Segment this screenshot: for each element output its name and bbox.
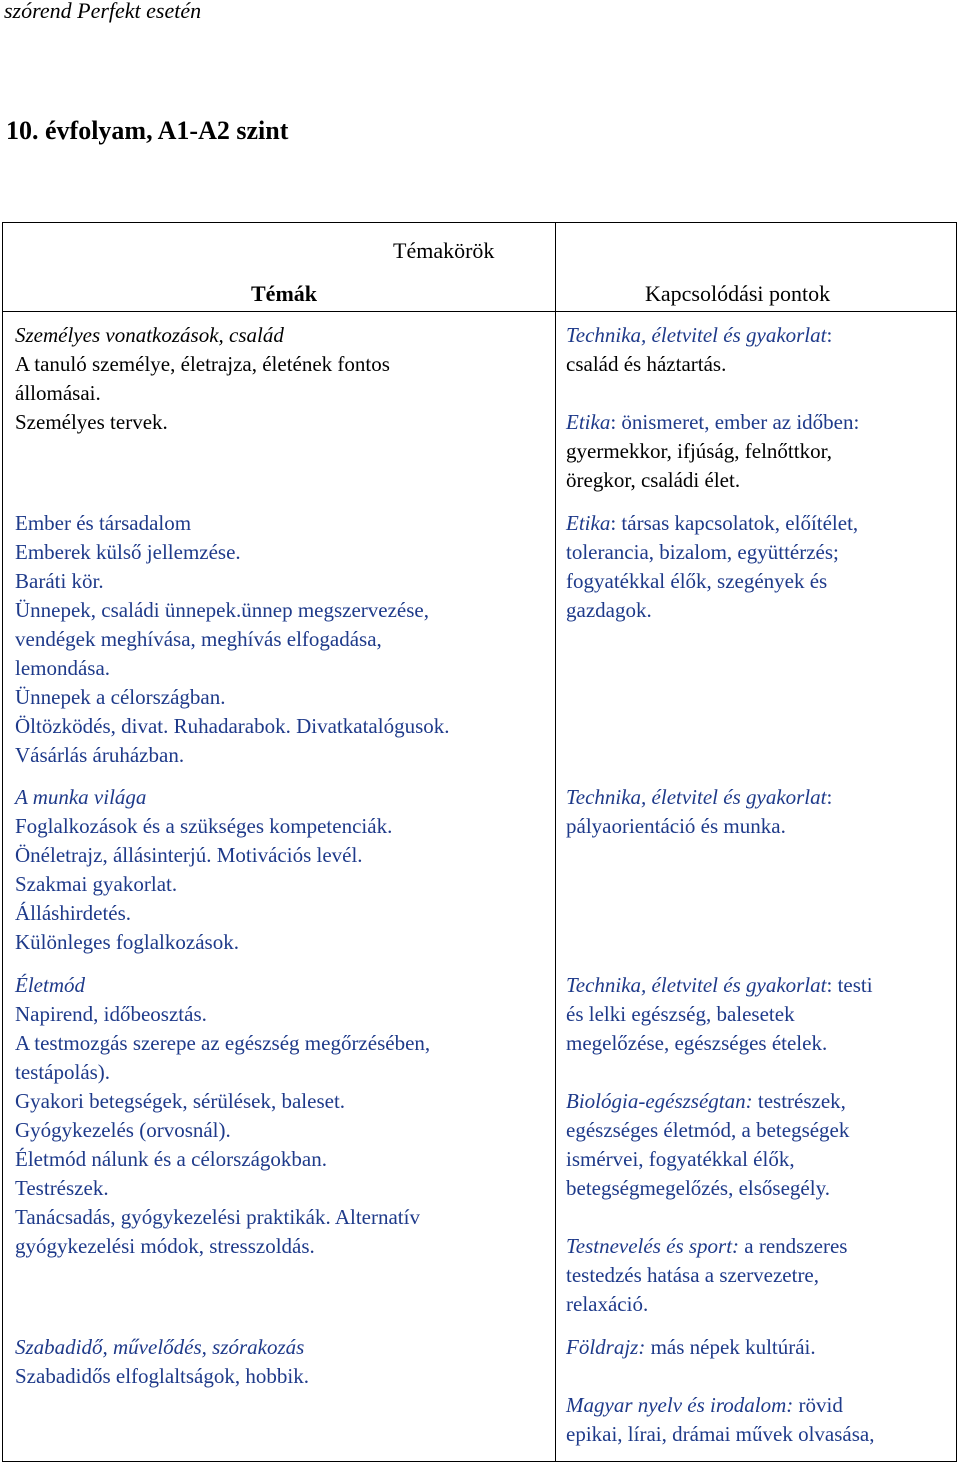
link-line: egészséges életmód, a betegségek (566, 1118, 850, 1142)
topic-line: Álláshirdetés. (15, 901, 132, 925)
topic-szemelyes (15, 321, 550, 437)
topic-line: Életmód nálunk és a célországokban. (15, 1147, 327, 1171)
topic-line: Önéletrajz, állásinterjú. Motivációs levél. (15, 843, 363, 867)
topics-table (2, 222, 957, 1462)
link-line: gyermekkor, ifjúság, felnőttkor, (566, 439, 832, 463)
link-line: ismérvei, fogyatékkal élők, (566, 1147, 795, 1171)
topic-eletmod (15, 971, 550, 1261)
topic-heading: Szabadidő, művelődés, szórakozás (15, 1335, 305, 1359)
topic-line: Szabadidős elfoglaltságok, hobbik. (15, 1364, 309, 1388)
topic-line: Különleges foglalkozások. (15, 930, 239, 954)
topic-line: A tanuló személye, életrajza, életének fontos (15, 352, 390, 376)
link-line: megelőzése, egészséges ételek. (566, 1031, 828, 1055)
link-entry: Technika, életvitel és gyakorlat: (566, 785, 833, 809)
topic-line: Tanácsadás, gyógykezelési praktikák. Alternatív (15, 1205, 420, 1229)
topic-line: Emberek külső jellemzése. (15, 540, 241, 564)
links-szemelyes (566, 321, 951, 495)
topic-line: Testrészek. (15, 1176, 109, 1200)
topic-line: Gyakori betegségek, sérülések, baleset. (15, 1089, 346, 1113)
link-entry: Technika, életvitel és gyakorlat: (566, 323, 833, 347)
topic-line: A testmozgás szerepe az egészség megőrzésében, (15, 1031, 431, 1055)
link-line: család és háztartás. (566, 352, 727, 376)
topic-line: Napirend, időbeosztás. (15, 1002, 207, 1026)
link-line: és lelki egészség, balesetek (566, 1002, 795, 1026)
topic-heading: A munka világa (15, 785, 147, 809)
links-ember (566, 509, 951, 625)
topic-line: Személyes tervek. (15, 410, 168, 434)
topic-heading: Ember és társadalom (15, 511, 192, 535)
link-line: betegségmegelőzés, elsősegély. (566, 1176, 830, 1200)
topic-munka (15, 783, 550, 957)
temakorok-header: Témakörök (393, 238, 495, 263)
topic-line: vendégek meghívása, meghívás elfogadása, (15, 627, 382, 651)
topic-ember (15, 509, 550, 770)
topic-line: Baráti kör. (15, 569, 104, 593)
link-entry: Biológia-egészségtan: testrészek, (566, 1089, 846, 1113)
topic-heading: Életmód (15, 973, 85, 997)
topic-line: Szakmai gyakorlat. (15, 872, 178, 896)
link-entry: Technika, életvitel és gyakorlat: testi (566, 973, 873, 997)
link-line: epikai, lírai, drámai művek olvasása, (566, 1422, 875, 1446)
header-note: szórend Perfekt esetén (4, 0, 202, 23)
link-line: testedzés hatása a szervezetre, (566, 1263, 820, 1287)
links-munka (566, 783, 951, 841)
link-line: fogyatékkal élők, szegények és (566, 569, 828, 593)
link-entry: Földrajz: más népek kultúrái. (566, 1335, 816, 1359)
topic-line: Öltözködés, divat. Ruhadarabok. Divatkatalógusok. (15, 714, 450, 738)
link-line: tolerancia, bizalom, együttérzés; (566, 540, 839, 564)
link-line: gazdagok. (566, 598, 652, 622)
temak-header: Témák (251, 281, 317, 306)
topic-line: gyógykezelési módok, stresszoldás. (15, 1234, 315, 1258)
topic-line: állomásai. (15, 381, 101, 405)
page-title: 10. évfolyam, A1-A2 szint (6, 116, 289, 145)
topic-line: Vásárlás áruházban. (15, 743, 185, 767)
link-entry: Etika: önismeret, ember az időben: (566, 410, 860, 434)
link-entry: Magyar nyelv és irodalom: rövid (566, 1393, 843, 1417)
links-szabadido (566, 1333, 951, 1449)
topic-line: Gyógykezelés (orvosnál). (15, 1118, 231, 1142)
topic-heading: Személyes vonatkozások, család (15, 323, 284, 347)
link-entry: Etika: társas kapcsolatok, előítélet, (566, 511, 859, 535)
topic-line: Foglalkozások és a szükséges kompetenciák. (15, 814, 393, 838)
table-header (3, 223, 956, 312)
topic-line: testápolás). (15, 1060, 111, 1084)
topic-szabadido (15, 1333, 550, 1391)
link-line: öregkor, családi élet. (566, 468, 741, 492)
link-line: pályaorientáció és munka. (566, 814, 786, 838)
link-entry: Testnevelés és sport: a rendszeres (566, 1234, 848, 1258)
topic-line: lemondása. (15, 656, 111, 680)
column-divider (555, 223, 556, 1461)
links-eletmod (566, 971, 951, 1319)
topic-line: Ünnepek a célországban. (15, 685, 226, 709)
kapcsolodasi-header: Kapcsolódási pontok (645, 281, 831, 306)
topic-line: Ünnepek, családi ünnepek.ünnep megszervezése, (15, 598, 429, 622)
link-line: relaxáció. (566, 1292, 649, 1316)
